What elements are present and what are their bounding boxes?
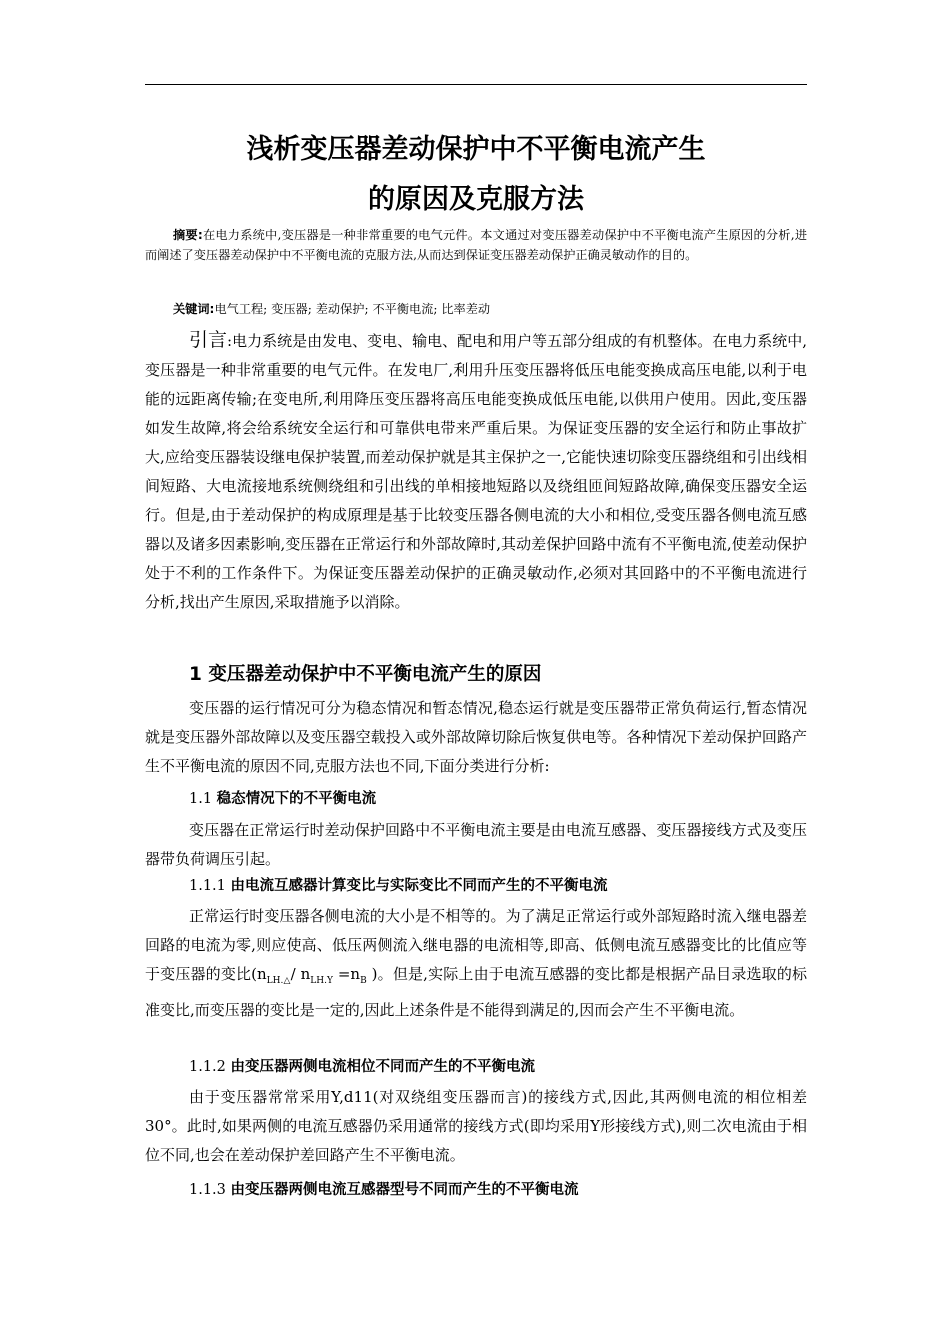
- formula-equals: =n: [332, 965, 361, 983]
- formula-subscript: LH.Y: [310, 976, 333, 986]
- abstract-text: 在电力系统中,变压器是一种非常重要的电气元件。本文通过对变压器差动保护中不平衡电流产生原因的分析,进而阐述了变压器差动保护中不平衡电流的克服方法,从而达到保证变压器差动保护正确灵敏动作的目的。: [145, 228, 808, 262]
- section-title: 由电流互感器计算变比与实际变比不同而产生的不平衡电流: [230, 878, 608, 894]
- formula-subscript: LH.△: [266, 976, 291, 986]
- section-title: 由变压器两侧电流相位不同而产生的不平衡电流: [230, 1059, 536, 1075]
- section-title: 由变压器两侧电流互感器型号不同而产生的不平衡电流: [230, 1182, 579, 1198]
- section-title: 稳态情况下的不平衡电流: [216, 791, 377, 807]
- formula-symbol: n: [257, 965, 267, 983]
- section-1-1-3-heading: [189, 1178, 579, 1202]
- abstract: [145, 226, 807, 265]
- section-number: 1.1.3: [189, 1182, 226, 1198]
- section-number: 1.1: [189, 791, 213, 807]
- para-text: 正常运行时变压器各侧电流的大小是不相等的。为了满足正常运行或外部短路时流入继电器差回路的电流为零,则应使高、低压两侧流入继电器的电流相等,即高、低侧电流互感器变比的比值应等于变压器的变比(: [145, 907, 807, 983]
- section-1-1-2-heading: [189, 1055, 535, 1079]
- intro-text: :电力系统是由发电、变电、输电、配电和用户等五部分组成的有机整体。在电力系统中,变压器是一种非常重要的电气元件。在发电厂,利用升压变压器将低压电能变换成高压电能,以利于电能的远距离传输;在变电所,利用降压变压器将高压电能变换成低压电能,以供用户使用。因此,变压器如发生故障,将会给系统安全运行和可靠供电带来严重后果。为保证变压器的安全运行和防止事故扩大,应给变压器装设继电保护装置,而差动保护就是其主保护之一,它能快速切除变压器绕组和引出线相间短路、大电流接地系统侧绕组和引出线的单相接地短路以及绕组匝间短路故障,确保变压器安全运行。但是,由于差动保护的构成原理是基于比较变压器各侧电流的大小和相位,受变压器各侧电流互感器以及诸多因素影响,变压器在正常运行和外部故障时,其动差保护回路中流有不平衡电流,使差动保护处于不利的工作条件下。为保证变压器差动保护的正确灵敏动作,必须对其回路中的不平衡电流进行分析,找出产生原因,采取措施予以消除。: [145, 332, 807, 611]
- section-1-paragraph: 变压器的运行情况可分为稳态情况和暂态情况,稳态运行就是变压器带正常负荷运行,暂态情况就是变压器外部故障以及变压器空载投入或外部故障切除后恢复供电等。各种情况下差动保护回路产生不平衡电流的原因不同,克服方法也不同,下面分类进行分析:: [145, 699, 807, 775]
- keywords: [145, 300, 807, 320]
- para-text: )。但是,实际上由于电流互感器的变比都是根据产品目录选取的标准变比,而变压器的变比是一定的,因此上述条件是不能得到满足的,因而会产生不平衡电流。: [145, 965, 808, 1019]
- keywords-text: 电气工程; 变压器; 差动保护; 不平衡电流; 比率差动: [214, 302, 491, 316]
- header-rule: [145, 84, 807, 85]
- title-line-2: 的原因及克服方法: [368, 184, 584, 215]
- section-1-1-1-paragraph: [145, 902, 807, 1025]
- keywords-label: 关键词:: [173, 302, 215, 316]
- abstract-label: 摘要:: [173, 228, 203, 242]
- section-number: 1.1.1: [189, 878, 226, 894]
- section-1-heading: 1 变压器差动保护中不平衡电流产生的原因: [189, 664, 542, 685]
- formula-separator: /: [290, 965, 301, 983]
- intro-paragraph: [145, 326, 807, 617]
- section-number: 1.1.2: [189, 1059, 226, 1075]
- section-1-1-heading: [189, 787, 376, 811]
- formula-symbol: n: [300, 965, 311, 983]
- intro-lead: 引言: [189, 329, 228, 351]
- section-1-1-paragraph: 变压器在正常运行时差动保护回路中不平衡电流主要是由电流互感器、变压器接线方式及变压器带负荷调压引起。: [145, 821, 807, 868]
- formula-subscript: B: [360, 976, 367, 986]
- section-1-1-1-heading: [189, 874, 608, 898]
- section-1-1-2-paragraph: 由于变压器常常采用Y,d11(对双绕组变压器而言)的接线方式,因此,其两侧电流的相位相差30°。此时,如果两侧的电流互感器仍采用通常的接线方式(即均采用Y形接线方式),则二次电流由于相位不同,也会在差动保护差回路产生不平衡电流。: [145, 1088, 807, 1164]
- title-line-1: 浅析变压器差动保护中不平衡电流产生: [246, 134, 706, 165]
